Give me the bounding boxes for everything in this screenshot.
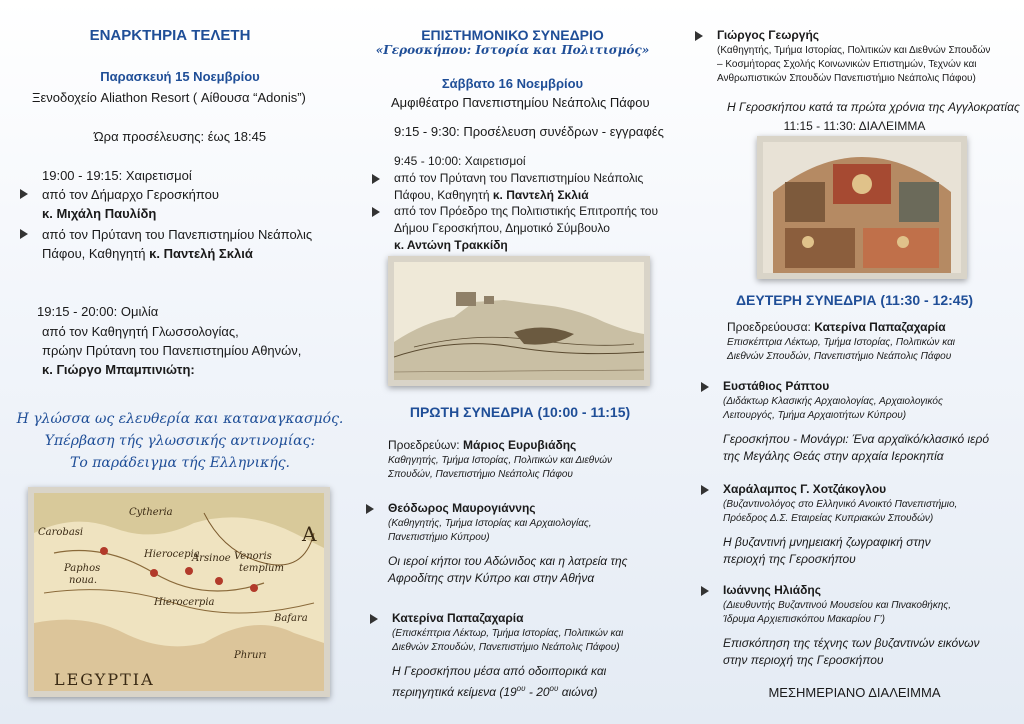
speaker-name: Γιώργος Γεωργής xyxy=(717,28,820,42)
talk-title xyxy=(723,431,1013,465)
column-conference-continued xyxy=(685,0,1024,724)
bullet-arrow-icon xyxy=(701,485,709,495)
talk-title-line1: Γεροσκήπου - Μονάγρι: Ένα αρχαϊκό/κλασικό ιερό xyxy=(723,432,989,446)
speaker-aff-line2: Πανεπιστήμιο Κύπρου) xyxy=(388,532,490,543)
speaker-name: Κατερίνα Παπαζαχαρία xyxy=(392,611,524,625)
speaker-chotzakoglou xyxy=(723,481,1018,568)
greet1-line: από τον Δήμαρχο Γεροσκήπου xyxy=(42,187,219,202)
conf-greet2-name: κ. Αντώνη Τρακκίδη xyxy=(394,238,508,252)
bullet-arrow-icon xyxy=(695,31,703,41)
superscript: ου xyxy=(549,684,559,693)
speaker-name: Χαράλαμπος Γ. Χοτζάκογλου xyxy=(723,482,887,496)
bullet-arrow-icon xyxy=(370,614,378,624)
conf-greet1-line1: από τον Πρύτανη του Πανεπιστημίου Νεάπολις xyxy=(394,171,644,185)
chair-label: Προεδρεύων: xyxy=(388,438,463,452)
greet2 xyxy=(42,225,342,263)
speaker-aff-line1: (Καθηγητής, Τμήμα Ιστορίας και Αρχαιολογίας, xyxy=(388,518,592,529)
talk-title-line2c: αιώνα) xyxy=(558,685,598,699)
speaker-aff-line2: Πρόεδρος Δ.Σ. Εταιρείας Κυπριακών Σπουδών) xyxy=(723,513,934,524)
greet1 xyxy=(42,185,332,223)
talk-line2: πρώην Πρύτανη του Πανεπιστημίου Αθηνών, xyxy=(42,343,302,358)
chair-aff-line1: Επισκέπτρια Λέκτωρ, Τμήμα Ιστορίας, Πολιτικών και xyxy=(727,337,955,348)
map-label: Paphos xyxy=(64,563,101,574)
engraving-illustration xyxy=(394,262,644,380)
speaker-aff-line1: (Καθηγητής, Τμήμα Ιστορίας, Πολιτικών και Διεθνών Σπουδών xyxy=(717,45,991,56)
speaker-affiliation xyxy=(392,627,682,655)
map-label: Carobasi xyxy=(38,527,84,538)
bullet-arrow-icon xyxy=(372,207,380,217)
bullet-arrow-icon xyxy=(701,382,709,392)
chair-name: Κατερίνα Παπαζαχαρία xyxy=(814,320,946,334)
greet2-name: κ. Παντελή Σκλιά xyxy=(149,246,253,261)
speaker-iliadis xyxy=(723,582,1018,669)
fresco-image xyxy=(757,136,967,279)
talk-title xyxy=(388,553,678,587)
conf-greet1-line2: Πάφου, Καθηγητή xyxy=(394,188,493,202)
session1-chair xyxy=(388,436,678,482)
talk-title-line1: Η γλώσσα ως ελευθερία και καταναγκασμός. xyxy=(16,411,344,427)
opening-venue: Ξενοδοχείο Aliathon Resort ( Αίθουσα “Adonis”) xyxy=(32,90,306,105)
chair-affiliation xyxy=(727,336,1017,364)
speaker-aff-line2: Ίδρυμα Αρχιεπισκόπου Μακαρίου Γ’) xyxy=(723,614,885,625)
session2-chair xyxy=(727,318,1017,364)
talk-title xyxy=(723,635,1018,669)
map-label: noua. xyxy=(69,575,98,586)
talk-title-line2: περιοχή της Γεροσκήπου xyxy=(723,552,856,566)
greet1-name: κ. Μιχάλη Παυλίδη xyxy=(42,206,157,221)
talk-title xyxy=(392,663,682,701)
column-opening-ceremony xyxy=(0,0,344,724)
antique-map-illustration xyxy=(34,493,324,691)
speaker-name: Θεόδωρος Μαυρογιάννης xyxy=(388,501,536,515)
fresco-illustration xyxy=(763,142,961,273)
map-label: LEGYPTIA xyxy=(54,670,155,689)
conf-greet2 xyxy=(394,203,684,254)
conf-greet2-line1: από τον Πρόεδρο της Πολιτιστικής Επιτροπής του xyxy=(394,204,659,218)
conf-greet-time: 9:45 - 10:00: Χαιρετισμοί xyxy=(394,154,526,168)
map-label: Arsinoe xyxy=(192,553,231,564)
greet-time: 19:00 - 19:15: Χαιρετισμοί xyxy=(42,168,192,183)
talk-line1: από τον Καθηγητή Γλωσσολογίας, xyxy=(42,324,239,339)
speaker-mavrogiannis xyxy=(388,500,678,587)
conference-venue: Αμφιθέατρο Πανεπιστημίου Νεάπολις Πάφου xyxy=(391,95,650,110)
talk-title-line2: Αφροδίτης στην Κύπρο και στην Αθήνα xyxy=(388,571,595,585)
speaker-aff-line1: (Διευθυντής Βυζαντινού Μουσείου και Πινακοθήκης, xyxy=(723,600,952,611)
talk-title-line1: Οι ιεροί κήποι του Αδώνιδος και η λατρεία της xyxy=(388,554,628,568)
speaker-aff-line1: (Επισκέπτρια Λέκτωρ, Τμήμα Ιστορίας, Πολιτικών και xyxy=(392,628,624,639)
greet2-line1: από τον Πρύτανη του Πανεπιστημίου Νεάπολις xyxy=(42,227,313,242)
speaker-aff-line1: (Βυζαντινολόγος στο Ελληνικό Ανοικτό Πανεπιστήμιο, xyxy=(723,499,958,510)
conference-title: ΕΠΙΣΤΗΜΟΝΙΚΟ ΣΥΝΕΔΡΙΟ xyxy=(421,27,604,43)
conf-greet1 xyxy=(394,170,684,204)
conference-subtitle: «Γεροσκήπου: Ιστορία και Πολιτισμός» xyxy=(375,43,650,57)
speaker-papazacharia xyxy=(392,610,682,701)
speaker-aff-line3: Ανθρωπιστικών Σπουδών Πανεπιστήμιο Νεάπολις Πάφου) xyxy=(717,73,976,84)
column-conference xyxy=(340,0,685,724)
bullet-arrow-icon xyxy=(20,189,28,199)
bullet-arrow-icon xyxy=(372,174,380,184)
talk-title-line1: Επισκόπηση της τέχνης των βυζαντινών εικόνων xyxy=(723,636,980,650)
chair-aff-line1: Καθηγητής, Τμήμα Ιστορίας, Πολιτικών και Διεθνών xyxy=(388,455,612,466)
speaker-affiliation xyxy=(723,599,1018,627)
conf-greet2-line2: Δήμου Γεροσκήπου, Δημοτικό Σύμβουλο xyxy=(394,221,610,235)
map-label: templum xyxy=(239,563,284,574)
chair-aff-line2: Διεθνών Σπουδών, Πανεπιστήμιο Νεάπολις Πάφου xyxy=(727,351,952,362)
session2-title: ΔΕΥΤΕΡΗ ΣΥΝΕΔΡΙΑ (11:30 - 12:45) xyxy=(735,292,974,308)
opening-date: Παρασκευή 15 Νοεμβρίου xyxy=(100,69,260,84)
ruins-engraving-image xyxy=(388,256,650,386)
opening-arrival: Ώρα προσέλευσης: έως 18:45 xyxy=(93,129,267,144)
talk-title-line2: στην περιοχή της Γεροσκήπου xyxy=(723,653,884,667)
talk-title xyxy=(0,408,360,474)
speaker-aff-line2: Διεθνών Σπουδών, Πανεπιστήμιο Νεάπολις Πάφου) xyxy=(392,642,620,653)
speaker-aff-line1: (Διδάκτωρ Κλασικής Αρχαιολογίας, Αρχαιολογικός xyxy=(723,396,943,407)
talk-title: Η Γεροσκήπου κατά τα πρώτα χρόνια της Αγγλοκρατίας xyxy=(727,100,1020,114)
bullet-arrow-icon xyxy=(366,504,374,514)
superscript: ου xyxy=(516,684,526,693)
lunch-break: ΜΕΣΗΜΕΡΙΑΝΟ ΔΙΑΛΕΙΜΜΑ xyxy=(768,685,941,700)
speaker-affiliation xyxy=(388,517,678,545)
talk-title-line2: Υπέρβαση τής γλωσσικής αντινομίας: xyxy=(44,433,316,449)
speaker-name: Ευστάθιος Ράπτου xyxy=(723,379,830,393)
chair-aff-line2: Σπουδών, Πανεπιστήμιο Νεάπολις Πάφου xyxy=(388,469,573,480)
opening-title: ΕΝΑΡΚΤΗΡΙΑ ΤΕΛΕΤΗ xyxy=(89,27,251,44)
session1-title: ΠΡΩΤΗ ΣΥΝΕΔΡΙΑ (10:00 - 11:15) xyxy=(409,404,631,420)
talk-title-line2b: - 20 xyxy=(525,685,550,699)
speaker-georgis xyxy=(717,27,1022,86)
conf-greet1-name: κ. Παντελή Σκλιά xyxy=(492,188,589,202)
speaker-aff-line2: – Κοσμήτορας Σχολής Κοινωνικών Επιστημών, Τεχνών και xyxy=(717,59,977,70)
map-label: Bafara xyxy=(274,613,308,624)
greet2-line2: Πάφου, Καθηγητή xyxy=(42,246,150,261)
talk-title-line3: Το παράδειγμα τής Ελληνικής. xyxy=(70,455,290,471)
break-title: 11:15 - 11:30: ΔΙΑΛΕΙΜΜΑ xyxy=(783,119,926,133)
map-label: Venoris xyxy=(234,551,272,562)
chair-affiliation xyxy=(388,454,678,482)
talk-title-line2: της Μεγάλης Θεάς στην αρχαία Ιεροκηπία xyxy=(723,449,944,463)
speaker-aff-line2: Λειτουργός, Τμήμα Αρχαιοτήτων Κύπρου) xyxy=(723,410,907,421)
chair-name: Μάριος Ευρυβιάδης xyxy=(462,438,577,452)
talk-title-line1: Η βυζαντινή μνημειακή ζωγραφική στην xyxy=(723,535,931,549)
conference-arrival: 9:15 - 9:30: Προσέλευση συνέδρων - εγγραφές xyxy=(394,124,664,139)
speaker-raptou xyxy=(723,378,1013,465)
chair-label: Προεδρεύουσα: xyxy=(727,320,815,334)
map-image xyxy=(28,487,330,697)
talk-speaker xyxy=(42,322,337,379)
talk-time: 19:15 - 20:00: Ομιλία xyxy=(37,304,159,319)
speaker-name: Ιωάννης Ηλιάδης xyxy=(723,583,821,597)
map-label: Phrurı xyxy=(234,650,267,661)
bullet-arrow-icon xyxy=(701,586,709,596)
talk-title-line2a: περιηγητικά κείμενα (19 xyxy=(392,685,517,699)
conference-date: Σάββατο 16 Νοεμβρίου xyxy=(441,76,584,91)
talk-title xyxy=(723,534,1018,568)
talk-title-line1: Η Γεροσκήπου μέσα από οδοιπορικά και xyxy=(392,664,607,678)
talk-name: κ. Γιώργο Μπαμπινιώτη: xyxy=(42,362,195,377)
speaker-affiliation xyxy=(723,395,1013,423)
map-label: Hierocerpia xyxy=(154,597,215,608)
map-label: A xyxy=(302,522,317,546)
speaker-affiliation xyxy=(717,44,1022,86)
bullet-arrow-icon xyxy=(20,229,28,239)
speaker-affiliation xyxy=(723,498,1018,526)
map-label: Cytheria xyxy=(129,507,173,518)
map-label: Hierocepia xyxy=(144,549,200,560)
